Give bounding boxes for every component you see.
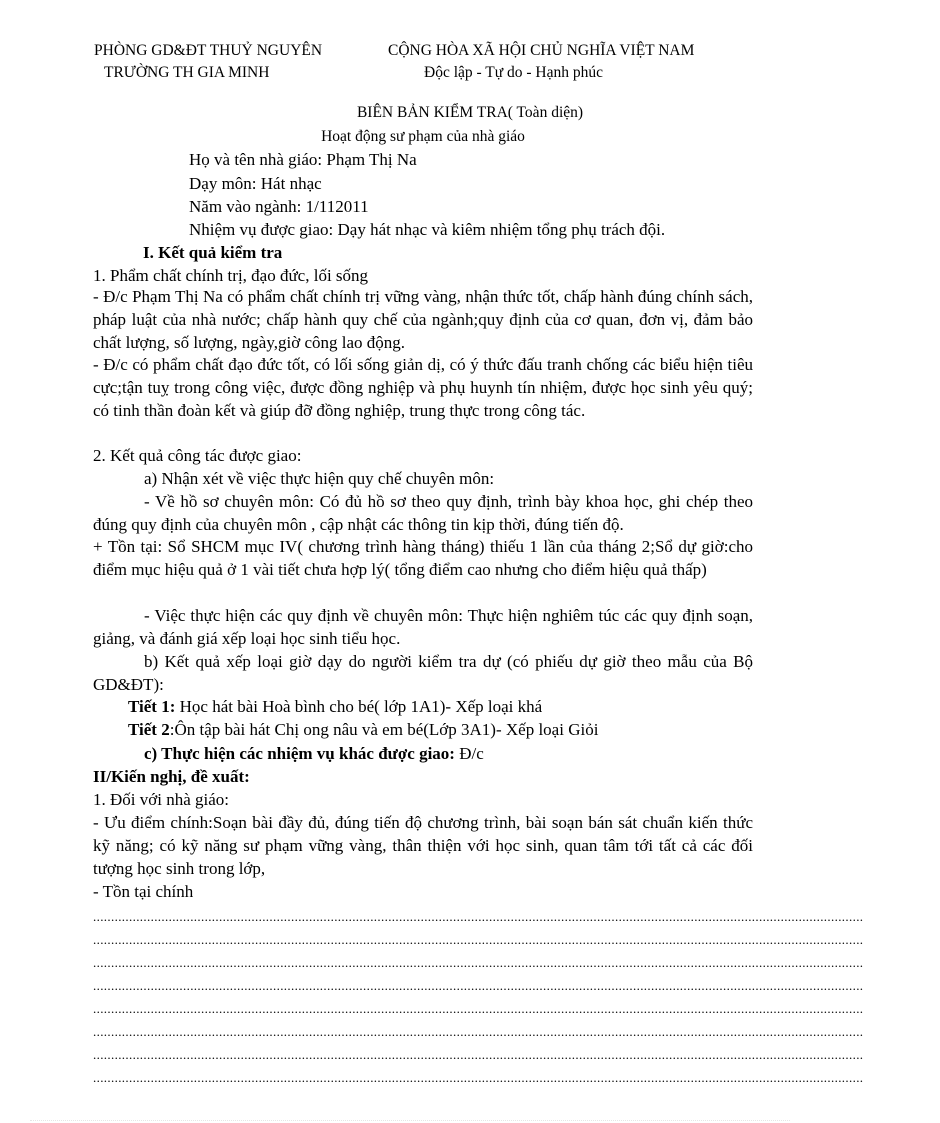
national-title: CỘNG HÒA XÃ HỘI CHỦ NGHĨA VIỆT NAM xyxy=(388,42,695,59)
department-name: PHÒNG GD&ĐT THUỶ NGUYÊN xyxy=(94,42,323,59)
blank-line: ...................................................................................................................................................................................................................... xyxy=(93,1024,864,1039)
blank-line: ...................................................................................................................................................................................................................... xyxy=(93,1070,864,1085)
lesson-1-line xyxy=(128,696,542,718)
lesson-2-line xyxy=(128,719,598,741)
blank-line: ...................................................................................................................................................................................................................... xyxy=(93,978,864,993)
item-2a-paragraph-2: + Tồn tại: Sổ SHCM mục IV( chương trình hàng tháng) thiếu 1 lần của tháng 2;Sổ dự giờ:cho điểm mục hiệu quả ở 1 vài tiết chưa hợp lý( tổng điểm cao nhưng cho điểm hiệu quả thấp) xyxy=(93,537,753,579)
document-subtitle: Hoạt động sư phạm của nhà giáo xyxy=(321,128,525,145)
teaching-subject: Dạy môn: Hát nhạc xyxy=(189,174,322,193)
blank-line: ...................................................................................................................................................................................................................... xyxy=(93,955,864,970)
lesson-2-label: Tiết 2 xyxy=(128,720,170,739)
item-2c-line xyxy=(144,743,484,765)
item-2c-value: Đ/c xyxy=(459,744,484,763)
section-2-item-1-heading: 1. Đối với nhà giáo: xyxy=(93,790,229,809)
blank-line: ...................................................................................................................................................................................................................... xyxy=(93,932,864,947)
blank-line: ...................................................................................................................................................................................................................... xyxy=(93,1047,864,1062)
lesson-2-text: :Ôn tập bài hát Chị ong nâu và em bé(Lớp 3A1)- Xếp loại Giỏi xyxy=(169,720,599,739)
section-2-heading: II/Kiến nghị, đề xuất: xyxy=(93,767,250,786)
item-2c-marker: c) xyxy=(144,744,158,763)
item-2b-paragraph: b) Kết quả xếp loại giờ dạy do người kiểm tra dự (có phiếu dự giờ theo mẫu của Bộ GD&ĐT): xyxy=(93,652,753,694)
lesson-1-label: Tiết 1: xyxy=(128,697,176,716)
page-edge-divider xyxy=(30,1120,790,1121)
lesson-1-text: Học hát bài Hoà bình cho bé( lớp 1A1)- Xếp loại khá xyxy=(175,697,543,716)
document-title: BIÊN BẢN KIỂM TRA( Toàn diện) xyxy=(356,104,584,121)
national-motto: Độc lập - Tự do - Hạnh phúc xyxy=(424,64,603,81)
weaknesses-heading: - Tồn tại chính xyxy=(93,882,194,901)
teacher-name: Họ và tên nhà giáo: Phạm Thị Na xyxy=(189,150,417,169)
strengths-paragraph: - Ưu điểm chính:Soạn bài đầy đủ, đúng tiến độ chương trình, bài soạn bán sát chuẩn kiến thức kỹ năng; có kỹ năng sư phạm vững vàng, thân thiện với học sinh, quan tâm tới tất cả các đối tượng học sinh trong lớp, xyxy=(93,813,753,878)
section-1-heading: I. Kết quả kiểm tra xyxy=(143,243,283,262)
start-year: Năm vào ngành: 1/112011 xyxy=(189,197,369,216)
item-2a-paragraph-3: - Việc thực hiện các quy định về chuyên môn: Thực hiện nghiêm túc các quy định soạn, giảng, và đánh giá xếp loại học sinh tiểu học. xyxy=(93,606,753,648)
item-2a-paragraph-1: - Về hồ sơ chuyên môn: Có đủ hồ sơ theo quy định, trình bày khoa học, ghi chép theo đúng quy định của chuyên môn , cập nhật các thông tin kịp thời, đúng tiến độ. xyxy=(93,492,753,534)
assigned-duty: Nhiệm vụ được giao: Dạy hát nhạc và kiêm nhiệm tổng phụ trách đội. xyxy=(189,220,666,239)
item-2-heading: 2. Kết quả công tác được giao: xyxy=(93,446,302,465)
item-1-paragraph-2: - Đ/c có phẩm chất đạo đức tốt, có lối sống giản dị, có ý thức đấu tranh chống các biểu hiện tiêu cực;tận tuỵ trong công việc, được đồng nghiệp và phụ huynh tín nhiệm, được học sinh yêu quý; có tinh thần đoàn kết và giúp đỡ đồng nghiệp, trung thực trong công tác. xyxy=(93,355,753,420)
item-2a-heading: a) Nhận xét về việc thực hiện quy chế chuyên môn: xyxy=(144,469,495,488)
item-2c-heading: Thực hiện các nhiệm vụ khác được giao: xyxy=(157,744,460,763)
item-1-paragraph-1: - Đ/c Phạm Thị Na có phẩm chất chính trị vững vàng, nhận thức tốt, chấp hành đúng chính sách, pháp luật của nhà nước; chấp hành quy chế của ngành;quy định của cơ quan, đơn vị, đảm bảo chất lượng, số lượng, ngày,giờ công lao động. xyxy=(93,287,753,352)
blank-line: ...................................................................................................................................................................................................................... xyxy=(93,1001,864,1016)
school-name: TRƯỜNG TH GIA MINH xyxy=(104,64,270,81)
item-1-heading: 1. Phẩm chất chính trị, đạo đức, lối sống xyxy=(93,266,369,285)
blank-line: ...................................................................................................................................................................................................................... xyxy=(93,909,864,924)
